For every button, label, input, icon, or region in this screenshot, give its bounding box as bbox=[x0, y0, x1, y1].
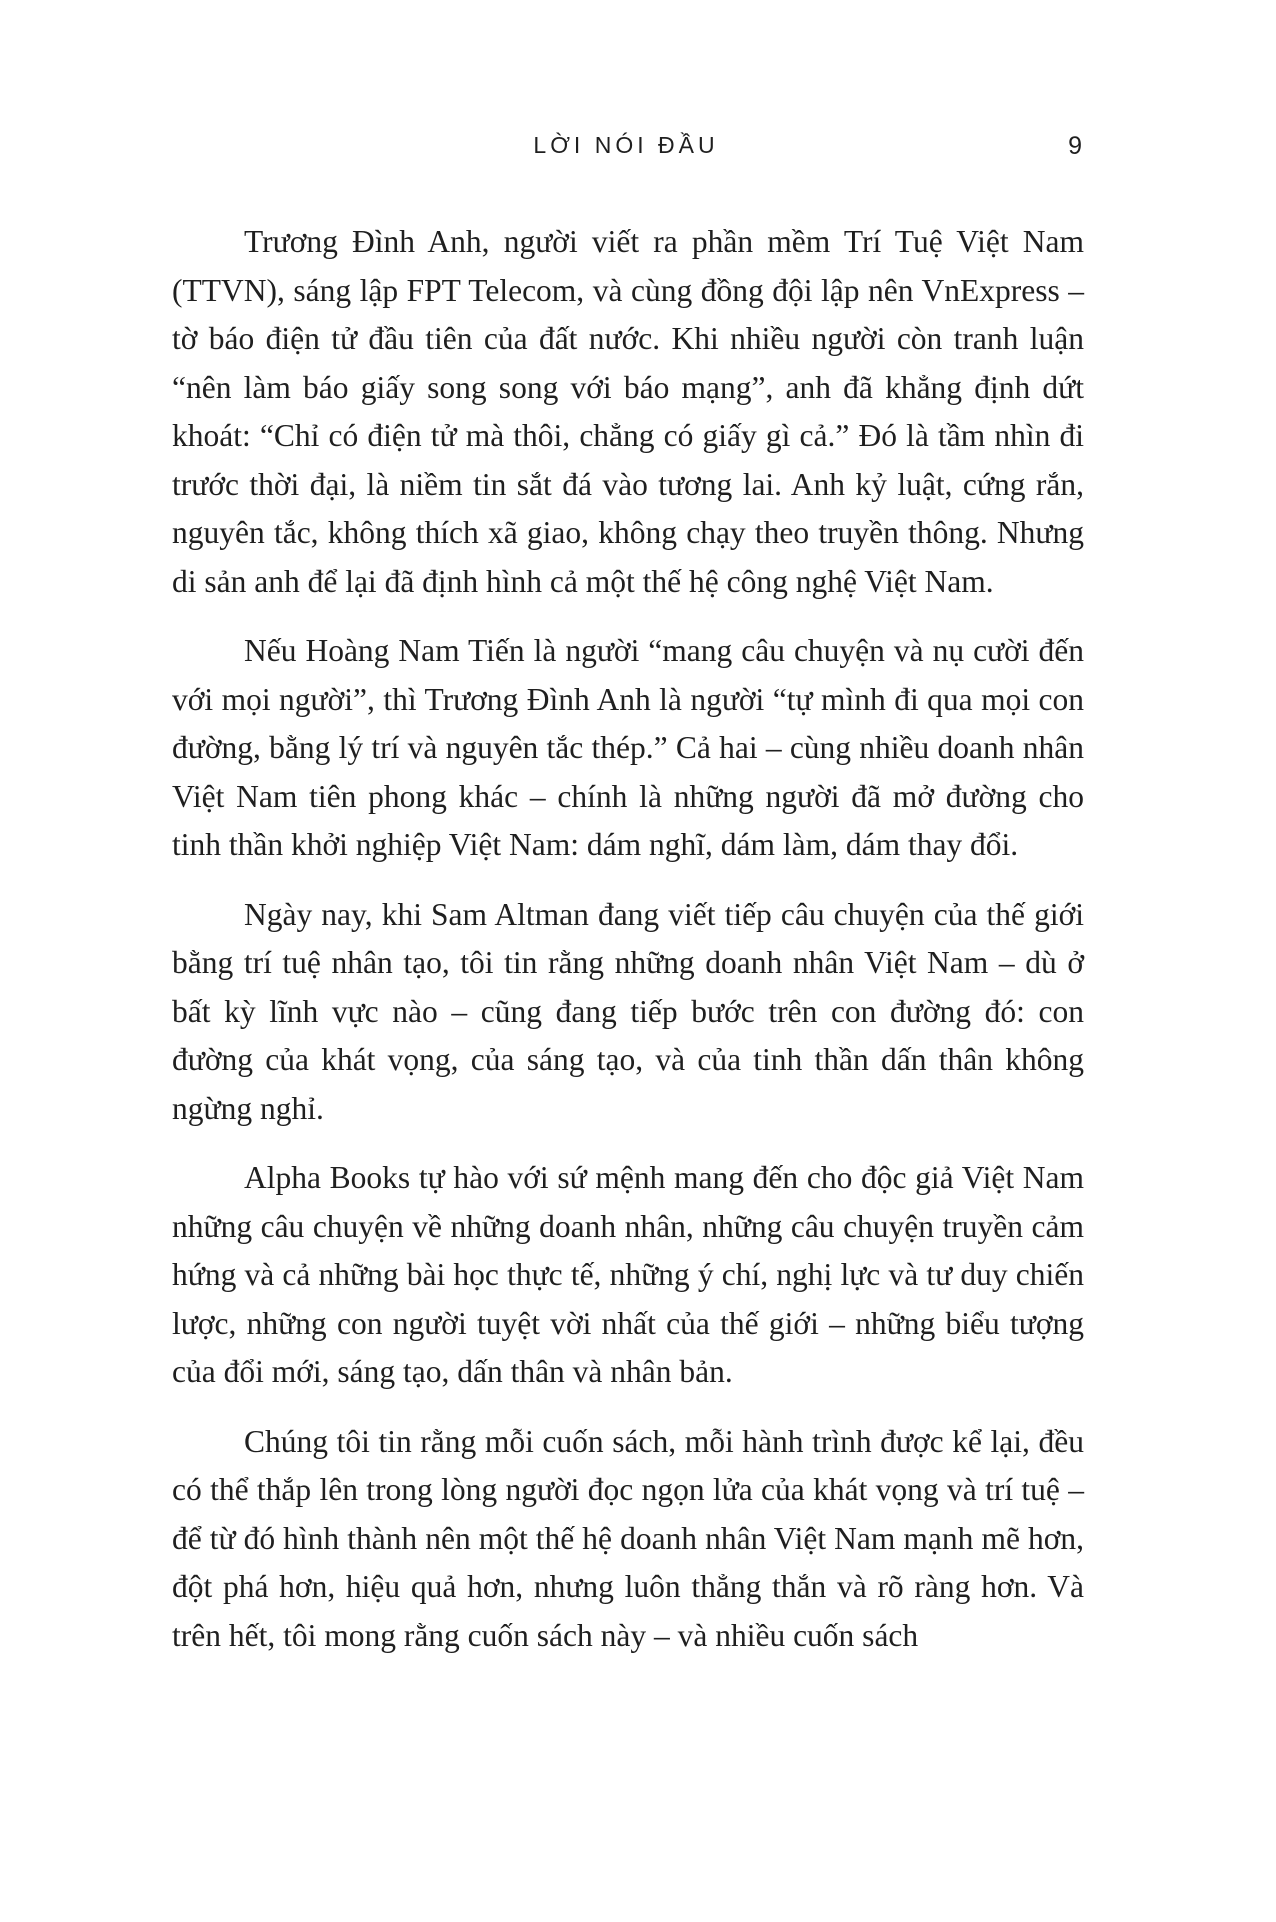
paragraph: Trương Đình Anh, người viết ra phần mềm Trí Tuệ Việt Nam (TTVN), sáng lập FPT Telecom, và cùng đồng đội lập nên VnExpress – tờ báo điện tử đầu tiên của đất nước. Khi nhiều người còn tranh luận “nên làm báo giấy song song với báo mạng”, anh đã khẳng định dứt khoát: “Chỉ có điện tử mà thôi, chẳng có giấy gì cả.” Đó là tầm nhìn đi trước thời đại, là niềm tin sắt đá vào tương lai. Anh kỷ luật, cứng rắn, nguyên tắc, không thích xã giao, không chạy theo truyền thông. Nhưng di sản anh để lại đã định hình cả một thế hệ công nghệ Việt Nam. bbox=[172, 224, 1084, 599]
paragraph: Ngày nay, khi Sam Altman đang viết tiếp câu chuyện của thế giới bằng trí tuệ nhân tạo, tôi tin rằng những doanh nhân Việt Nam – dù ở bất kỳ lĩnh vực nào – cũng đang tiếp bước trên con đường đó: con đường của khát vọng, của sáng tạo, và của tinh thần dấn thân không ngừng nghỉ. bbox=[172, 896, 1084, 1126]
page-number: 9 bbox=[1068, 132, 1082, 160]
body-text bbox=[172, 218, 1084, 1681]
paragraph: Nếu Hoàng Nam Tiến là người “mang câu chuyện và nụ cười đến với mọi người”, thì Trương Đình Anh là người “tự mình đi qua mọi con đường, bằng lý trí và nguyên tắc thép.” Cả hai – cùng nhiều doanh nhân Việt Nam tiên phong khác – chính là những người đã mở đường cho tinh thần khởi nghiệp Việt Nam: dám nghĩ, dám làm, dám thay đổi. bbox=[172, 633, 1084, 862]
paragraph: Alpha Books tự hào với sứ mệnh mang đến cho độc giả Việt Nam những câu chuyện về những doanh nhân, những câu chuyện truyền cảm hứng và cả những bài học thực tế, những ý chí, nghị lực và tư duy chiến lược, những con người tuyệt vời nhất của thế giới – những biểu tượng của đổi mới, sáng tạo, dấn thân và nhân bản. bbox=[172, 1160, 1084, 1389]
paragraph: Chúng tôi tin rằng mỗi cuốn sách, mỗi hành trình được kể lại, đều có thể thắp lên trong lòng người đọc ngọn lửa của khát vọng và trí tuệ – để từ đó hình thành nên một thế hệ doanh nhân Việt Nam mạnh mẽ hơn, đột phá hơn, hiệu quả hơn, nhưng luôn thẳng thắn và rõ ràng hơn. Và trên hết, tôi mong rằng cuốn sách này – và nhiều cuốn sách bbox=[172, 1423, 1084, 1653]
chapter-title: LỜI NÓI ĐẦU bbox=[533, 132, 719, 158]
running-header bbox=[170, 132, 1082, 172]
